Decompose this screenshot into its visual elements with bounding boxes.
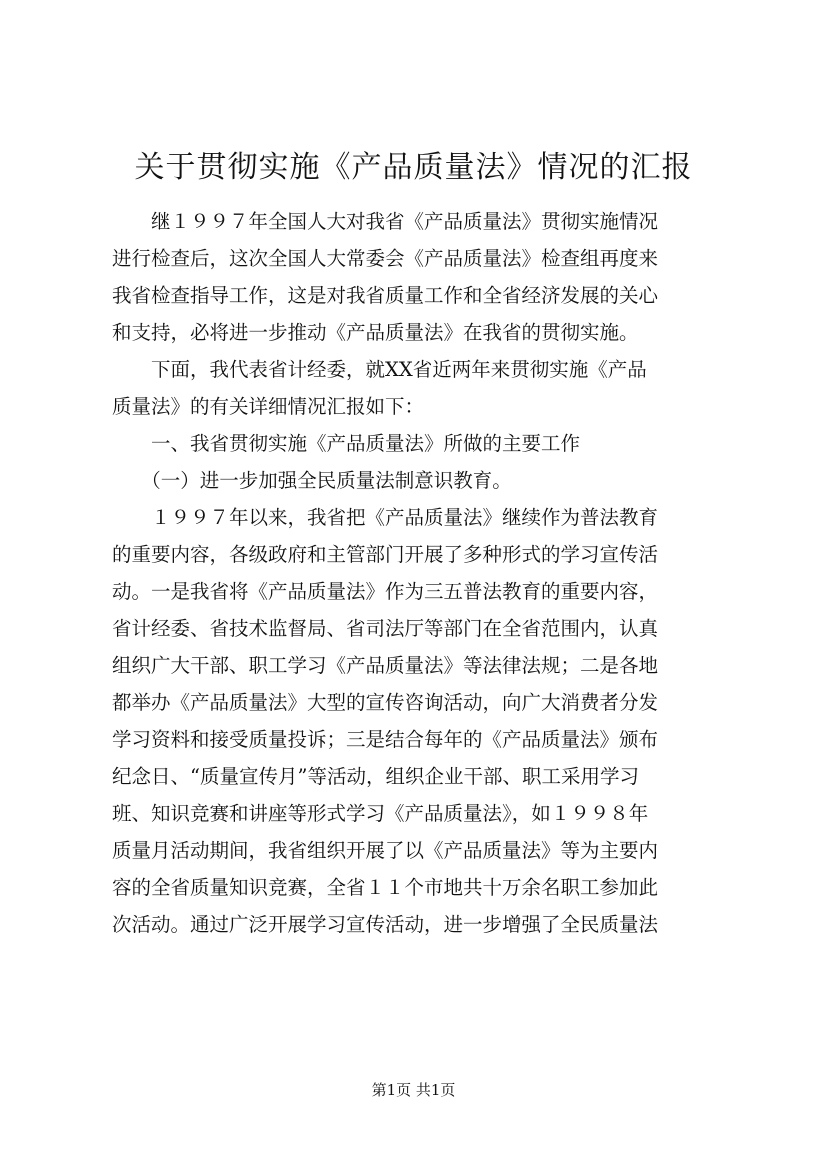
subsection-heading: （一）进一步加强全民质量法制意识教育。 <box>112 469 512 492</box>
body-line: 质量法》的有关详细情况汇报如下： <box>112 395 425 418</box>
body-line: 的重要内容，各级政府和主管部门开展了多种形式的学习宣传活 <box>112 543 659 566</box>
body-line: 组织广大干部、职工学习《产品质量法》等法律法规；二是各地 <box>112 654 659 677</box>
body-line: 纪念日、“质量宣传月”等活动，组织企业干部、职工采用学习 <box>112 765 639 788</box>
body-line: 学习资料和接受质量投诉；三是结合每年的《产品质量法》颁布 <box>112 728 659 751</box>
body-line: 都举办《产品质量法》大型的宣传咨询活动，向广大消费者分发 <box>112 691 659 714</box>
document-body <box>112 203 726 943</box>
body-line: 容的全省质量知识竞赛，全省１１个市地共十万余名职工参加此 <box>112 876 659 899</box>
body-line: 班、知识竞赛和讲座等形式学习《产品质量法》，如１９９８年 <box>112 802 649 825</box>
body-line: 我省检查指导工作，这是对我省质量工作和全省经济发展的关心 <box>112 284 659 307</box>
body-line: 动。一是我省将《产品质量法》作为三五普法教育的重要内容， <box>112 580 659 603</box>
body-line: 继１９９７年全国人大对我省《产品质量法》贯彻实施情况 <box>112 210 659 233</box>
section-heading: 一、我省贯彻实施《产品质量法》所做的主要工作 <box>112 432 581 455</box>
body-line: 和支持，必将进一步推动《产品质量法》在我省的贯彻实施。 <box>112 321 639 344</box>
page-footer: 第1页 共1页 <box>371 1081 456 1099</box>
body-line: １９９７年以来，我省把《产品质量法》继续作为普法教育 <box>112 506 659 529</box>
body-line: 进行检查后，这次全国人大常委会《产品质量法》检查组再度来 <box>112 247 659 270</box>
body-line: 次活动。通过广泛开展学习宣传活动，进一步增强了全民质量法 <box>112 913 659 936</box>
document-title: 关于贯彻实施《产品质量法》情况的汇报 <box>134 150 693 185</box>
body-line: 质量月活动期间，我省组织开展了以《产品质量法》等为主要内 <box>112 839 659 862</box>
body-line: 下面，我代表省计经委，就XX省近两年来贯彻实施《产品 <box>112 358 647 381</box>
body-line: 省计经委、省技术监督局、省司法厅等部门在全省范围内，认真 <box>112 617 659 640</box>
